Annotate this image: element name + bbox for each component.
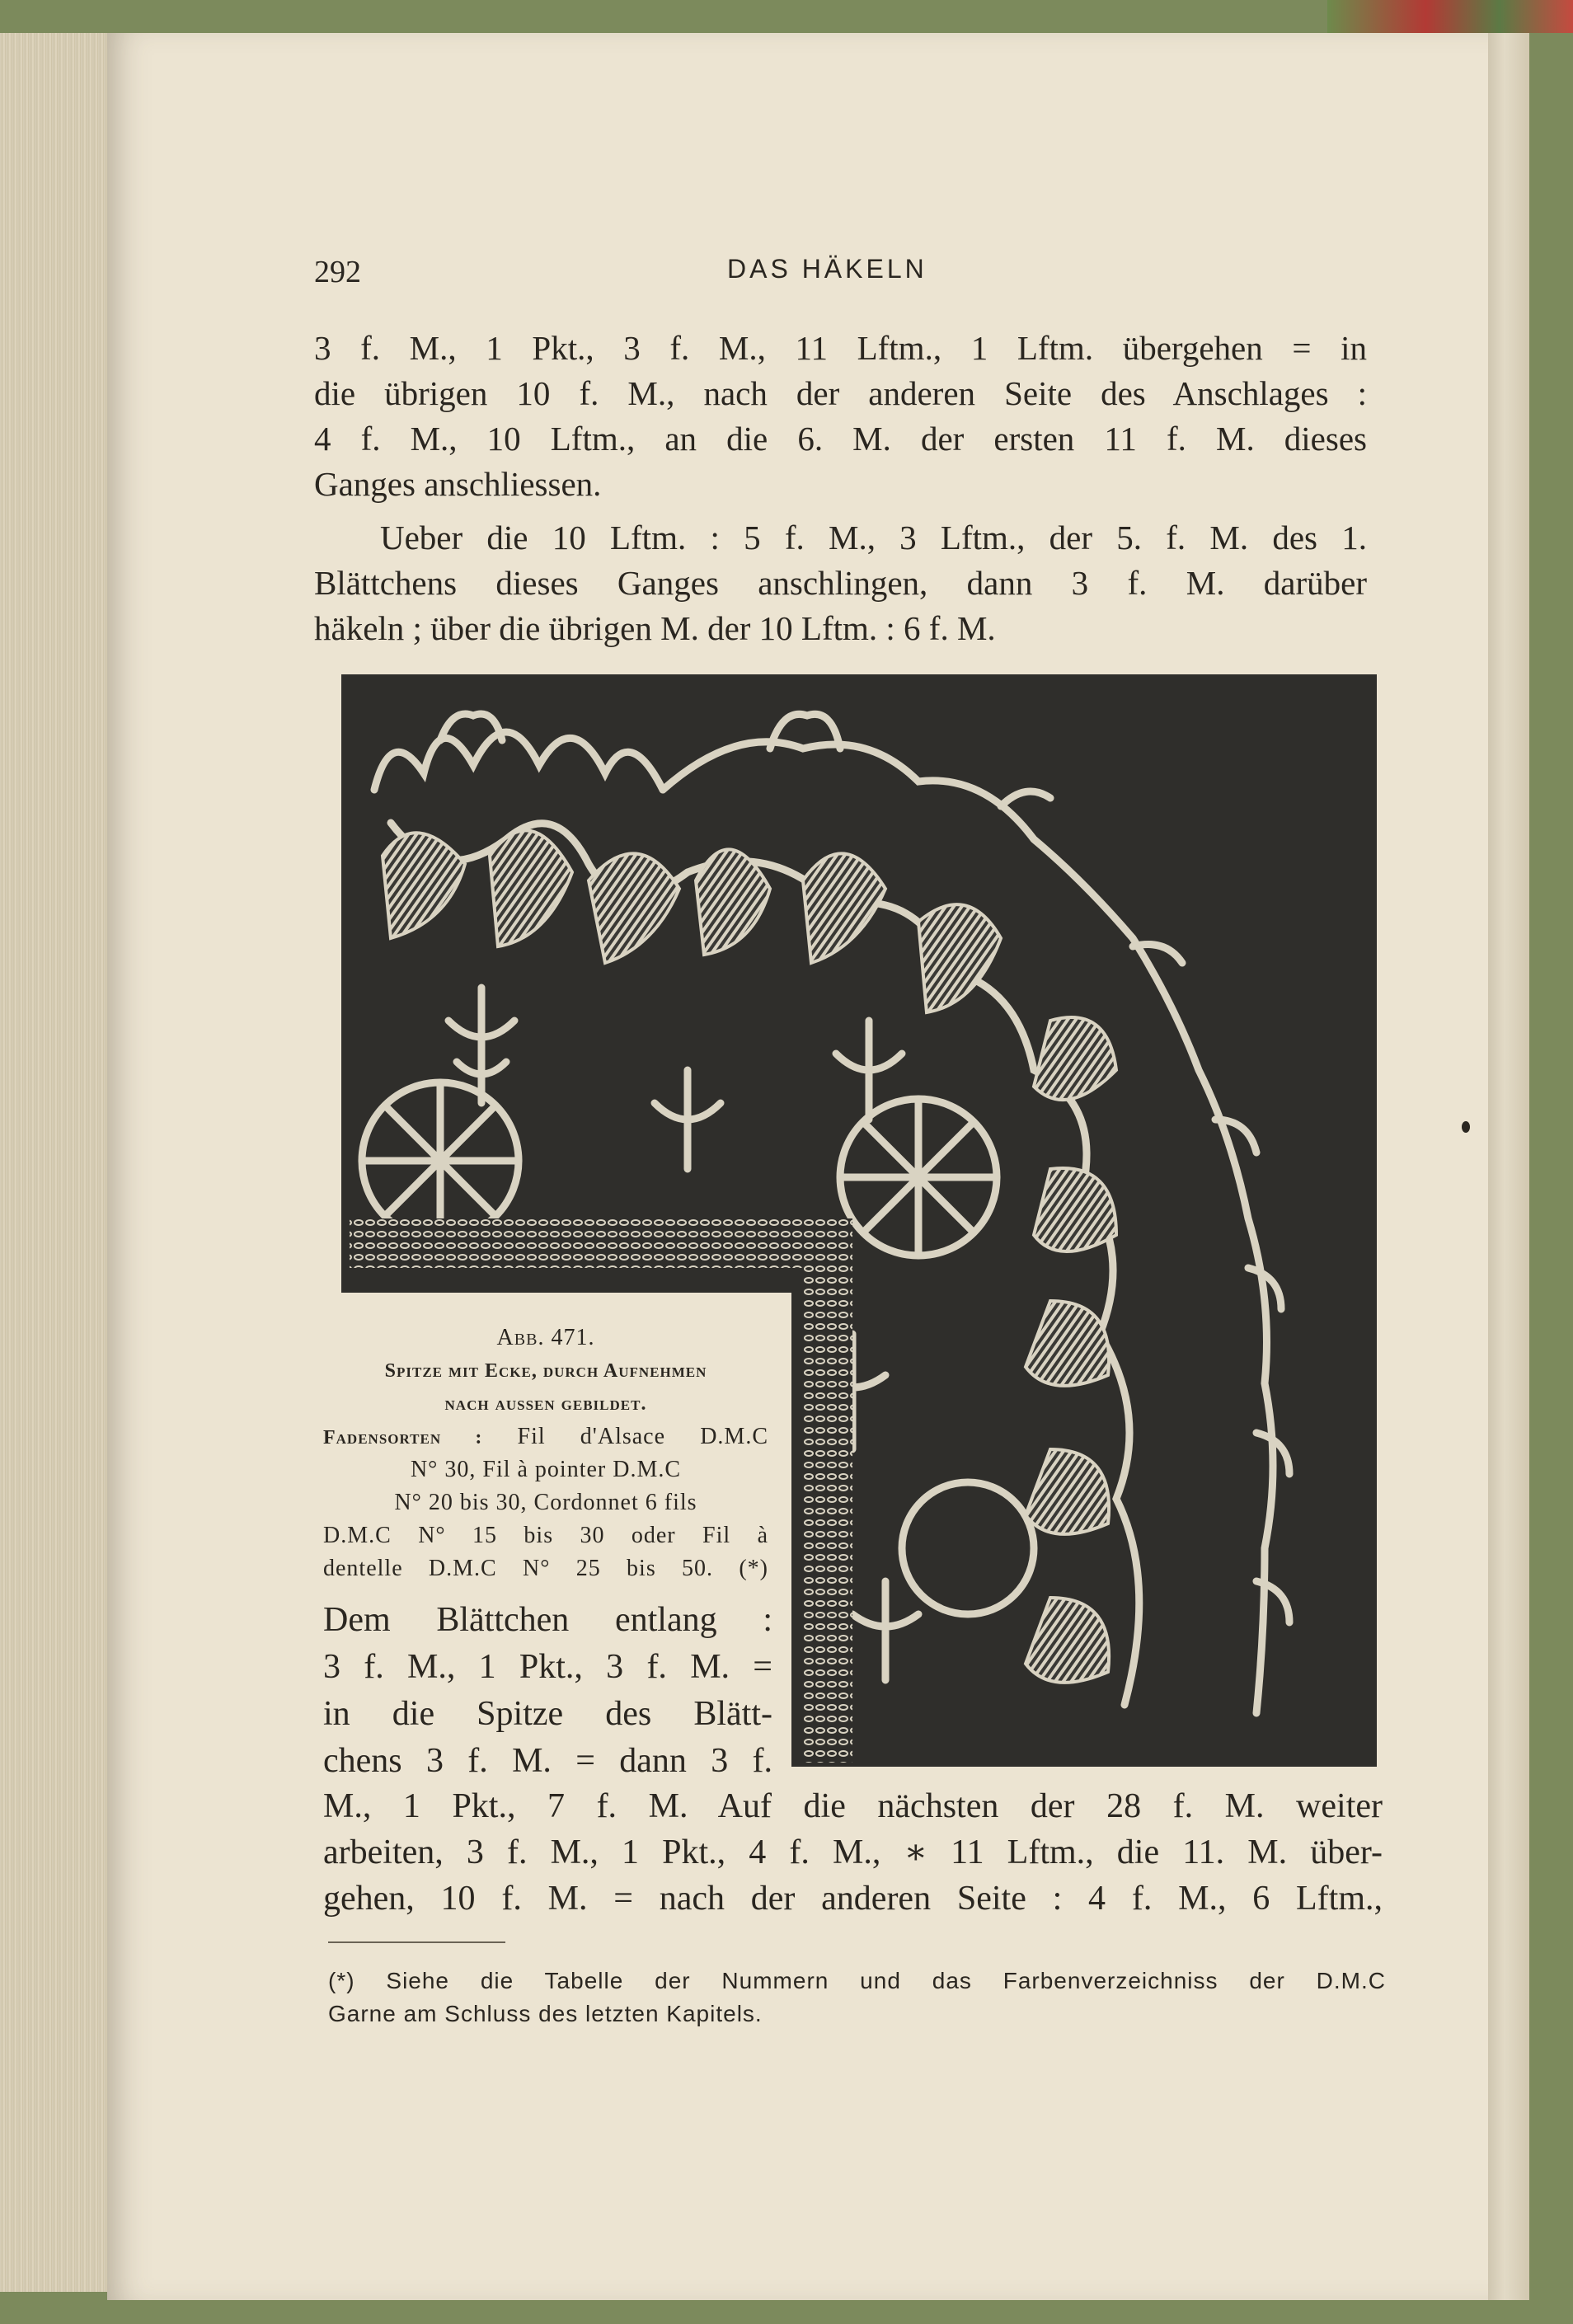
page-edges-right (1488, 33, 1529, 2300)
figure-number: Abb. 471. (496, 1325, 595, 1350)
footnote-line-2: Garne am Schluss des letzten Kapitels. (328, 2001, 763, 2026)
paragraph-2 (314, 515, 1367, 651)
footnote-rule (328, 1941, 505, 1943)
threads-line: D.M.C N° 15 bis 30 oder Fil à (323, 1523, 768, 1548)
page-edges-left (0, 33, 124, 2292)
threads-text: Fil d'Alsace D.M.C (517, 1424, 768, 1449)
bookmark-ribbon (1327, 0, 1573, 33)
body-text-bottom (323, 1783, 1383, 1922)
footnote (328, 1965, 1386, 2031)
side-text-line: Dem Blättchen entlang : (323, 1601, 772, 1639)
text-line: arbeiten, 3 f. M., 1 Pkt., 4 f. M., ∗ 11 Lftm., die 11. M. über- (323, 1833, 1383, 1871)
text-line: M., 1 Pkt., 7 f. M. Auf die nächsten der 28 f. M. weiter (323, 1787, 1383, 1825)
text-line: 4 f. M., 10 Lftm., an die 6. M. der ersten 11 f. M. dieses (314, 420, 1367, 458)
side-text-line: 3 f. M., 1 Pkt., 3 f. M. = (323, 1648, 772, 1686)
paragraph-1 (314, 326, 1367, 507)
threads-line: dentelle D.M.C N° 25 bis 50. (*) (323, 1556, 768, 1581)
figure-title-line-2: nach aussen gebildet. (444, 1393, 647, 1415)
ink-spot (1462, 1121, 1470, 1133)
threads-line: N° 20 bis 30, Cordonnet 6 fils (394, 1490, 697, 1515)
threads-label: Fadensorten : (323, 1427, 483, 1448)
side-text-line: in die Spitze des Blätt- (323, 1695, 772, 1733)
text-line: die übrigen 10 f. M., nach der anderen Seite des Anschlages : (314, 374, 1367, 412)
text-line: Ganges anschliessen. (314, 465, 602, 503)
text-line: Ueber die 10 Lftm. : 5 f. M., 3 Lftm., der 5. f. M. des 1. (380, 519, 1367, 556)
footnote-line-1: (*) Siehe die Tabelle der Nummern und das Farbenverzeichniss der D.M.C (328, 1968, 1386, 1993)
text-line: Blättchens dieses Ganges anschlingen, dann 3 f. M. darüber (314, 564, 1367, 602)
text-line: häkeln ; über die übrigen M. der 10 Lftm. : 6 f. M. (314, 609, 996, 647)
figure-title-line-1: Spitze mit Ecke, durch Aufnehmen (384, 1360, 707, 1382)
text-line: gehen, 10 f. M. = nach der anderen Seite : 4 f. M., 6 Lftm., (323, 1880, 1383, 1918)
running-title: DAS HÄKELN (727, 254, 927, 284)
page-number: 292 (314, 255, 361, 289)
body-text-top (314, 326, 1367, 651)
text-line: 3 f. M., 1 Pkt., 3 f. M., 11 Lftm., 1 Lftm. übergehen = in (314, 329, 1367, 367)
threads-line: N° 30, Fil à pointer D.M.C (410, 1457, 682, 1482)
threads-line-0 (323, 1420, 768, 1454)
side-text-line: chens 3 f. M. = dann 3 f. (323, 1742, 772, 1780)
